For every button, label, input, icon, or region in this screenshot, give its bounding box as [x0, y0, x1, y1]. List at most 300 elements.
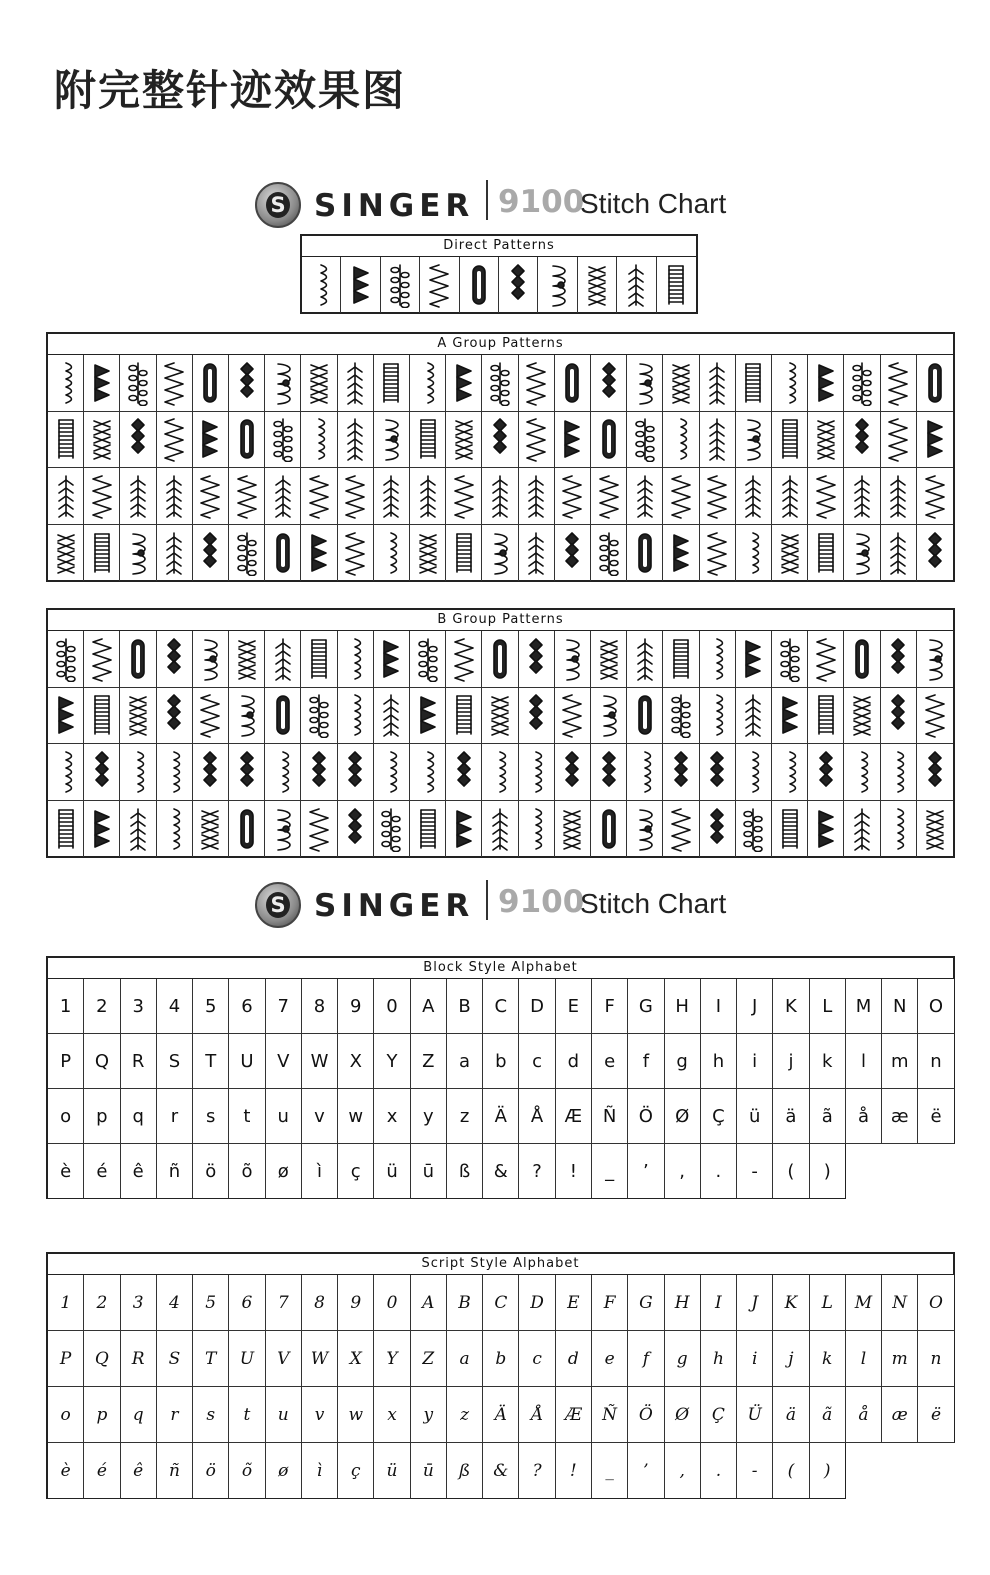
- character-label: (: [787, 1160, 795, 1182]
- character-cell: [519, 1275, 555, 1331]
- stitch-pattern-cell: [446, 468, 482, 525]
- stitch-pattern-icon: [702, 473, 732, 519]
- brand-divider: [486, 880, 488, 920]
- character-cell: [157, 979, 193, 1034]
- stitch-pattern-cell: [482, 355, 518, 412]
- stitch-pattern-icon: [738, 749, 768, 795]
- character-cell: [918, 1275, 954, 1331]
- character-label: ê: [132, 1160, 144, 1182]
- stitch-pattern-cell: [229, 801, 265, 858]
- character-label: &: [493, 1460, 509, 1481]
- character-label: E: [567, 1292, 580, 1313]
- character-cell: [338, 1443, 374, 1499]
- character-cell: [882, 1089, 918, 1144]
- character-label: ö: [205, 1460, 216, 1481]
- stitch-pattern-cell: [591, 688, 627, 745]
- character-cell: [302, 1387, 338, 1443]
- alphabet-grid: [48, 979, 955, 1199]
- stitch-pattern-icon: [521, 473, 551, 519]
- stitch-pattern-icon: [883, 416, 913, 462]
- character-label: 3: [132, 995, 144, 1017]
- stitch-pattern-cell: [120, 631, 156, 688]
- character-cell: [374, 1275, 410, 1331]
- stitch-pattern-cell: [808, 688, 844, 745]
- stitch-pattern-icon: [51, 636, 81, 682]
- brand-header-bottom: [0, 878, 990, 934]
- character-label: Ä: [494, 1105, 507, 1127]
- stitch-pattern-icon: [920, 692, 950, 738]
- character-cell: [628, 1331, 664, 1387]
- stitch-pattern-icon: [195, 530, 225, 576]
- character-label: ø: [278, 1460, 289, 1481]
- alphabet-row: [48, 1387, 955, 1443]
- character-label: ì: [316, 1160, 322, 1182]
- character-label: (: [787, 1460, 795, 1481]
- character-cell: [411, 1387, 447, 1443]
- stitch-pattern-cell: [374, 355, 410, 412]
- character-cell: [121, 1443, 157, 1499]
- stitch-pattern-cell: [301, 801, 337, 858]
- stitch-pattern-icon: [521, 636, 551, 682]
- stitch-pattern-icon: [521, 530, 551, 576]
- stitch-pattern-icon: [775, 806, 805, 852]
- stitch-pattern-icon: [449, 749, 479, 795]
- stitch-pattern-icon: [340, 749, 370, 795]
- stitch-pattern-cell: [193, 688, 229, 745]
- character-label: 1: [59, 995, 72, 1017]
- character-label: è: [60, 1160, 72, 1182]
- character-cell: [229, 1089, 265, 1144]
- stitch-pattern-cell: [84, 355, 120, 412]
- stitch-pattern-icon: [304, 416, 334, 462]
- stitch-pattern-cell: [374, 688, 410, 745]
- stitch-pattern-icon: [304, 806, 334, 852]
- character-cell: [556, 1275, 592, 1331]
- character-cell: [48, 1275, 84, 1331]
- stitch-pattern-icon: [557, 636, 587, 682]
- table-title: A Group Patterns: [48, 334, 953, 355]
- stitch-pattern-cell: [410, 525, 446, 582]
- character-cell: [121, 979, 157, 1034]
- stitch-pattern-cell: [265, 525, 301, 582]
- character-cell: [592, 979, 628, 1034]
- stitch-pattern-icon: [376, 416, 406, 462]
- character-label: ?: [532, 1160, 542, 1182]
- character-label: Ø: [675, 1105, 690, 1127]
- stitch-pattern-icon: [340, 473, 370, 519]
- stitch-pattern-icon: [702, 636, 732, 682]
- stitch-pattern-cell: [736, 355, 772, 412]
- character-label: o: [60, 1404, 71, 1425]
- character-label: G: [639, 1292, 653, 1313]
- stitch-pattern-icon: [449, 806, 479, 852]
- stitch-pattern-cell: [265, 631, 301, 688]
- block-style-alphabet-table: [46, 956, 955, 1199]
- stitch-pattern-icon: [702, 416, 732, 462]
- character-cell: [556, 1089, 592, 1144]
- stitch-pattern-icon: [87, 806, 117, 852]
- character-label: m: [890, 1050, 909, 1072]
- stitch-pattern-icon: [449, 360, 479, 406]
- character-label: ä: [785, 1105, 797, 1127]
- stitch-pattern-cell: [519, 412, 555, 469]
- stitch-pattern-cell: [700, 744, 736, 801]
- character-cell: [338, 1034, 374, 1089]
- character-label: e: [604, 1050, 616, 1072]
- pattern-row: [48, 355, 953, 412]
- character-label: k: [821, 1050, 833, 1072]
- character-cell: [48, 1034, 84, 1089]
- character-cell: [882, 1034, 918, 1089]
- character-label: W: [310, 1348, 329, 1369]
- character-label: è: [60, 1460, 71, 1481]
- character-label: æ: [890, 1105, 909, 1127]
- character-cell: [157, 1331, 193, 1387]
- stitch-pattern-cell: [338, 355, 374, 412]
- character-cell: [592, 1034, 628, 1089]
- character-label: U: [240, 1050, 254, 1072]
- stitch-pattern-icon: [594, 749, 624, 795]
- character-cell: [773, 1443, 809, 1499]
- alphabet-row: [48, 1034, 955, 1089]
- character-cell: [48, 1331, 84, 1387]
- alphabet-row: [48, 1275, 955, 1331]
- stitch-pattern-cell: [157, 744, 193, 801]
- stitch-pattern-icon: [376, 749, 406, 795]
- character-cell: [882, 1331, 918, 1387]
- stitch-pattern-cell: [482, 688, 518, 745]
- brand-chart-label: Stitch Chart: [580, 888, 727, 919]
- stitch-pattern-cell: [663, 744, 699, 801]
- character-label: m: [891, 1348, 908, 1369]
- character-cell: [918, 1331, 954, 1387]
- stitch-pattern-cell: [374, 412, 410, 469]
- character-cell: [483, 1089, 519, 1144]
- character-cell: [810, 1443, 846, 1499]
- character-cell: [193, 979, 229, 1034]
- stitch-pattern-cell: [555, 688, 591, 745]
- stitch-pattern-icon: [87, 749, 117, 795]
- character-cell: [84, 1331, 120, 1387]
- character-cell: [701, 1443, 737, 1499]
- character-cell: [701, 1034, 737, 1089]
- character-cell: [121, 1144, 157, 1199]
- character-label: r: [170, 1404, 179, 1425]
- stitch-pattern-icon: [51, 530, 81, 576]
- stitch-pattern-icon: [666, 530, 696, 576]
- stitch-pattern-icon: [702, 360, 732, 406]
- stitch-pattern-cell: [265, 355, 301, 412]
- stitch-pattern-cell: [844, 801, 880, 858]
- character-label: E: [567, 995, 580, 1017]
- character-cell: [266, 1144, 302, 1199]
- stitch-pattern-icon: [51, 749, 81, 795]
- stitch-pattern-icon: [594, 360, 624, 406]
- character-cell: [810, 1089, 846, 1144]
- character-cell: [121, 1331, 157, 1387]
- stitch-pattern-icon: [449, 636, 479, 682]
- stitch-pattern-cell: [881, 631, 917, 688]
- character-cell: [519, 1089, 555, 1144]
- character-label: ū: [422, 1460, 434, 1481]
- stitch-pattern-cell: [157, 355, 193, 412]
- stitch-pattern-cell: [482, 631, 518, 688]
- character-label: ): [823, 1460, 831, 1481]
- character-label: u: [277, 1404, 289, 1425]
- character-label: w: [348, 1105, 364, 1127]
- stitch-pattern-icon: [666, 473, 696, 519]
- stitch-pattern-cell: [663, 688, 699, 745]
- character-cell: [229, 1443, 265, 1499]
- stitch-pattern-cell: [48, 355, 84, 412]
- stitch-pattern-icon: [413, 692, 443, 738]
- stitch-pattern-icon: [582, 262, 612, 308]
- stitch-pattern-cell: [301, 631, 337, 688]
- pattern-grid: [48, 355, 953, 581]
- character-label: ’: [643, 1160, 649, 1182]
- stitch-pattern-cell: [881, 744, 917, 801]
- stitch-pattern-cell: [338, 688, 374, 745]
- stitch-pattern-cell: [157, 468, 193, 525]
- character-label: ã: [822, 1404, 833, 1425]
- stitch-pattern-icon: [847, 530, 877, 576]
- character-cell: [556, 979, 592, 1034]
- character-cell: [665, 979, 701, 1034]
- stitch-pattern-cell: [808, 355, 844, 412]
- character-cell: [737, 1034, 773, 1089]
- character-cell: [918, 1387, 954, 1443]
- stitch-pattern-cell: [157, 525, 193, 582]
- stitch-pattern-icon: [621, 262, 651, 308]
- brand-name: SINGER: [314, 188, 475, 224]
- stitch-pattern-cell: [84, 468, 120, 525]
- character-label: é: [96, 1460, 107, 1481]
- character-label: õ: [241, 1460, 253, 1481]
- stitch-pattern-icon: [413, 473, 443, 519]
- character-cell: [628, 1089, 664, 1144]
- character-label: 3: [132, 1292, 144, 1313]
- stitch-pattern-icon: [630, 692, 660, 738]
- stitch-pattern-icon: [594, 530, 624, 576]
- character-label: Ñ: [602, 1404, 618, 1425]
- character-label: I: [715, 995, 722, 1017]
- stitch-pattern-icon: [268, 749, 298, 795]
- character-label: ç: [350, 1160, 361, 1182]
- stitch-pattern-icon: [232, 360, 262, 406]
- stitch-pattern-cell: [48, 412, 84, 469]
- character-cell: [157, 1144, 193, 1199]
- stitch-pattern-cell: [410, 631, 446, 688]
- stitch-pattern-cell: [736, 631, 772, 688]
- stitch-pattern-icon: [594, 806, 624, 852]
- character-cell: [592, 1089, 628, 1144]
- stitch-pattern-icon: [775, 692, 805, 738]
- stitch-pattern-cell: [627, 412, 663, 469]
- stitch-pattern-cell: [499, 257, 538, 313]
- character-label: Ä: [494, 1404, 507, 1425]
- character-label: Ç: [711, 1404, 725, 1425]
- stitch-pattern-icon: [811, 806, 841, 852]
- character-cell: [338, 1089, 374, 1144]
- stitch-pattern-icon: [449, 416, 479, 462]
- stitch-pattern-cell: [736, 801, 772, 858]
- b-group-patterns-table: [46, 608, 955, 858]
- stitch-pattern-icon: [630, 749, 660, 795]
- character-label: S: [168, 1050, 181, 1072]
- stitch-pattern-cell: [555, 525, 591, 582]
- stitch-pattern-icon: [449, 473, 479, 519]
- character-label: i: [751, 1348, 758, 1369]
- character-cell: [737, 1443, 773, 1499]
- character-label: ç: [350, 1460, 361, 1481]
- character-label: T: [205, 1050, 217, 1072]
- stitch-pattern-icon: [666, 692, 696, 738]
- singer-logo-icon: [255, 182, 301, 228]
- stitch-pattern-cell: [917, 468, 953, 525]
- stitch-pattern-icon: [847, 416, 877, 462]
- character-cell: [266, 1387, 302, 1443]
- stitch-pattern-cell: [736, 688, 772, 745]
- character-cell: [810, 1331, 846, 1387]
- stitch-pattern-cell: [84, 688, 120, 745]
- stitch-pattern-icon: [485, 636, 515, 682]
- character-label: å: [857, 1105, 869, 1127]
- stitch-pattern-icon: [775, 636, 805, 682]
- stitch-pattern-icon: [159, 806, 189, 852]
- character-cell: [701, 1387, 737, 1443]
- character-cell: [737, 1144, 773, 1199]
- character-label: O: [929, 1292, 943, 1313]
- direct-patterns-table: [300, 234, 698, 314]
- character-label: 4: [168, 995, 181, 1017]
- stitch-pattern-cell: [120, 801, 156, 858]
- stitch-pattern-cell: [627, 355, 663, 412]
- character-cell: [447, 1331, 483, 1387]
- character-label: J: [751, 1292, 759, 1313]
- character-cell: [665, 1275, 701, 1331]
- alphabet-row: [48, 1144, 955, 1199]
- stitch-pattern-icon: [51, 416, 81, 462]
- stitch-pattern-icon: [232, 473, 262, 519]
- stitch-pattern-icon: [123, 749, 153, 795]
- character-label: H: [675, 995, 689, 1017]
- stitch-pattern-cell: [917, 688, 953, 745]
- stitch-pattern-cell: [48, 525, 84, 582]
- stitch-pattern-cell: [84, 525, 120, 582]
- stitch-pattern-icon: [666, 360, 696, 406]
- pattern-row: [48, 468, 953, 525]
- character-label: P: [60, 1050, 72, 1072]
- stitch-pattern-cell: [374, 631, 410, 688]
- character-cell: [918, 1034, 954, 1089]
- pattern-row: [48, 744, 953, 801]
- character-cell: [665, 1387, 701, 1443]
- character-label: A: [422, 1292, 435, 1313]
- character-cell: [665, 1331, 701, 1387]
- character-label: .: [715, 1460, 722, 1481]
- stitch-pattern-icon: [630, 473, 660, 519]
- stitch-pattern-icon: [738, 473, 768, 519]
- stitch-pattern-icon: [485, 416, 515, 462]
- character-label: R: [131, 1050, 145, 1072]
- character-label: N: [893, 995, 907, 1017]
- character-cell: [628, 979, 664, 1034]
- character-cell: [447, 1089, 483, 1144]
- character-cell: [193, 1331, 229, 1387]
- character-label: v: [314, 1404, 325, 1425]
- stitch-pattern-icon: [521, 416, 551, 462]
- stitch-pattern-icon: [485, 473, 515, 519]
- stitch-pattern-icon: [738, 636, 768, 682]
- pattern-row: [48, 688, 953, 745]
- character-label: ã: [821, 1105, 833, 1127]
- stitch-pattern-cell: [772, 801, 808, 858]
- character-label: Æ: [564, 1404, 582, 1425]
- character-label: x: [387, 1404, 397, 1425]
- character-cell: [447, 1387, 483, 1443]
- character-label: ü: [386, 1460, 398, 1481]
- character-label: G: [638, 995, 653, 1017]
- stitch-pattern-cell: [302, 257, 341, 313]
- stitch-pattern-icon: [775, 416, 805, 462]
- character-label: W: [310, 1050, 329, 1072]
- character-label: õ: [241, 1160, 253, 1182]
- stitch-pattern-icon: [340, 692, 370, 738]
- stitch-pattern-cell: [555, 744, 591, 801]
- character-cell: [266, 979, 302, 1034]
- character-label: a: [459, 1348, 470, 1369]
- stitch-pattern-icon: [449, 692, 479, 738]
- stitch-pattern-cell: [446, 744, 482, 801]
- stitch-pattern-icon: [557, 749, 587, 795]
- character-label: 0: [386, 995, 398, 1017]
- character-label: -: [751, 1160, 758, 1182]
- character-cell: [84, 1034, 120, 1089]
- character-cell: [157, 1275, 193, 1331]
- character-label: n: [930, 1050, 942, 1072]
- stitch-pattern-icon: [557, 530, 587, 576]
- stitch-pattern-cell: [808, 468, 844, 525]
- character-cell: [411, 1089, 447, 1144]
- table-title: Script Style Alphabet: [48, 1254, 955, 1275]
- character-label: ì: [316, 1460, 323, 1481]
- alphabet-row: [48, 1331, 955, 1387]
- stitch-pattern-icon: [811, 530, 841, 576]
- stitch-pattern-icon: [847, 473, 877, 519]
- stitch-pattern-cell: [881, 801, 917, 858]
- stitch-pattern-cell: [446, 525, 482, 582]
- stitch-pattern-cell: [700, 688, 736, 745]
- stitch-pattern-icon: [594, 636, 624, 682]
- stitch-pattern-icon: [304, 749, 334, 795]
- stitch-pattern-icon: [464, 262, 494, 308]
- stitch-pattern-icon: [87, 692, 117, 738]
- character-label: p: [96, 1105, 108, 1127]
- character-cell: [846, 1034, 882, 1089]
- stitch-pattern-cell: [410, 688, 446, 745]
- character-cell: [882, 1387, 918, 1443]
- stitch-pattern-cell: [808, 631, 844, 688]
- pattern-row: [302, 257, 696, 313]
- stitch-pattern-icon: [268, 636, 298, 682]
- stitch-pattern-cell: [301, 468, 337, 525]
- character-label: T: [205, 1348, 217, 1369]
- stitch-pattern-icon: [159, 416, 189, 462]
- stitch-pattern-cell: [844, 468, 880, 525]
- stitch-pattern-icon: [485, 530, 515, 576]
- character-cell: [193, 1387, 229, 1443]
- stitch-pattern-cell: [84, 412, 120, 469]
